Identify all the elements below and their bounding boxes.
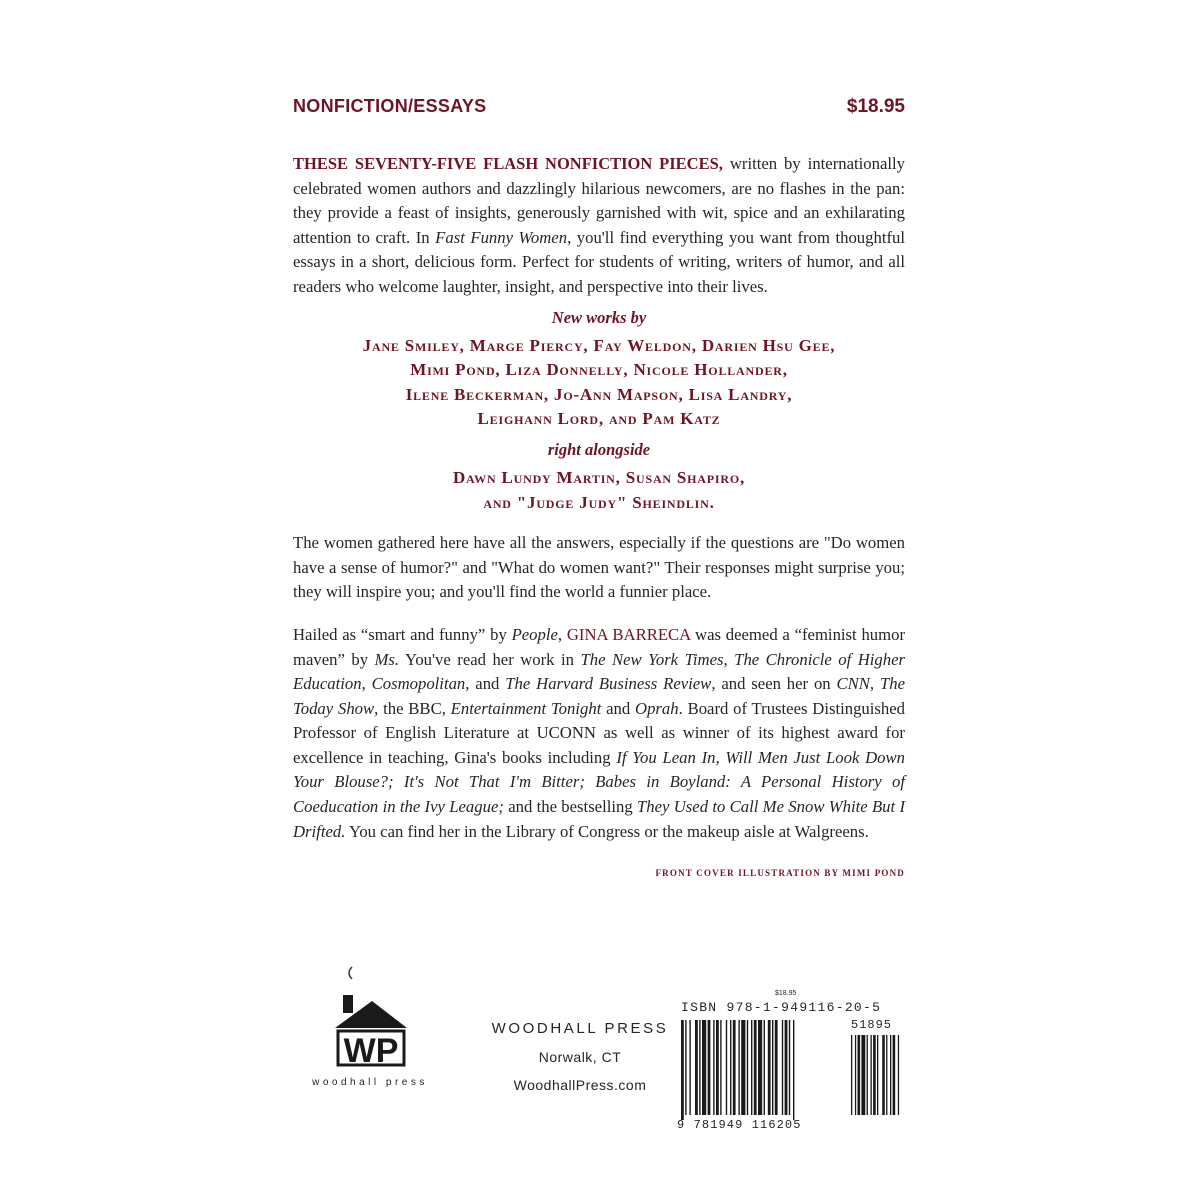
barcode-supplement: 51895 xyxy=(851,1018,893,1032)
bio-text: , and xyxy=(465,674,506,694)
bio-italic: Ms. xyxy=(374,649,400,669)
bio-text: , xyxy=(361,674,372,694)
contributors-line: Dawn Lundy Martin, Susan Shapiro, xyxy=(452,467,746,487)
paragraph-2: The women gathered here have all the answers, especially if the questions are "Do women have a sense of humor?" and "What do women want?" Their responses might surprise you; they will inspire you; and you'll find the world a funnier place. xyxy=(293,533,905,602)
bio-text: and xyxy=(601,698,636,718)
logo-text: woodhall press xyxy=(312,1077,428,1088)
cover-credit: FRONT COVER ILLUSTRATION BY MIMI POND xyxy=(655,868,905,879)
publisher-info xyxy=(480,1020,680,1093)
contributors-line: Jane Smiley, Marge Piercy, Fay Weldon, Darien Hsu Gee, xyxy=(362,335,836,355)
contributors-list-2 xyxy=(293,466,905,515)
bio-italic: Cosmopolitan xyxy=(371,674,466,694)
bio-italic: The Today Show xyxy=(293,674,905,718)
contributors-list xyxy=(293,334,905,432)
bio-text: You can find her in the Library of Congress or the makeup aisle at Walgreens. xyxy=(345,821,869,841)
bio-text: , xyxy=(723,649,735,669)
header xyxy=(293,96,905,118)
category-label: NONFICTION/ESSAYS xyxy=(293,96,487,116)
bio-text: . Board of Trustees Distinguished Professor of English Literature at UCONN as well as winner of its highest award for excellence in teaching, Gina's books including xyxy=(293,698,905,767)
bio-text: , xyxy=(557,624,567,644)
bio-italic: People xyxy=(511,624,558,644)
publisher-name: WOODHALL PRESS xyxy=(491,1020,669,1037)
bio-italic: The Harvard Business Review xyxy=(505,674,712,694)
contributors-line: and "Judge Judy" Sheindlin. xyxy=(483,492,715,512)
logo-letters: WP xyxy=(343,1032,399,1070)
bio-text: , xyxy=(869,674,880,694)
bio-italic: They Used to Call Me Snow White But I Drifted. xyxy=(293,797,906,841)
bio-text: You've read her work in xyxy=(399,649,581,669)
barcode-price: $18.95 xyxy=(775,990,797,997)
house-logo-icon xyxy=(300,965,440,1075)
price-label: $18.95 xyxy=(846,96,905,117)
bio-italic: The New York Times xyxy=(580,649,724,669)
contributors-heading: New works by xyxy=(551,307,647,327)
publisher-logo xyxy=(300,965,440,1088)
isbn-barcode xyxy=(675,990,907,1135)
bio-text: was deemed a “feminist humor maven” by xyxy=(293,624,906,669)
bio-text: , the BBC, xyxy=(374,698,451,718)
bio-italic: The Chronicle of Higher Education xyxy=(293,649,905,694)
bio-italic: Oprah xyxy=(635,698,679,718)
barcode-digits: 9 781949 116205 xyxy=(677,1118,802,1132)
contributors-subheading: right alongside xyxy=(547,439,651,459)
bio-italic: CNN xyxy=(836,674,870,694)
intro-text: , you'll find everything you want from thoughtful essays in a short, delicious form. Perfect for students of writing, writers of humor, and all readers who welcome laughter, insight, and perspective into their lives. xyxy=(293,227,905,296)
bio-text: and the bestselling xyxy=(503,797,637,817)
author-bio xyxy=(293,623,905,844)
book-title: Fast Funny Women xyxy=(435,227,568,247)
publisher-website: WoodhallPress.com xyxy=(513,1077,647,1093)
isbn-text: ISBN 978-1-949116-20-5 xyxy=(681,1000,882,1015)
author-name: GINA BARRECA xyxy=(566,624,691,644)
barcode-bars-icon xyxy=(675,990,907,1135)
intro-paragraph xyxy=(293,152,905,300)
publisher-location: Norwalk, CT xyxy=(538,1049,622,1065)
bio-italic: If You Lean In, Will Men Just Look Down Your Blouse?; It's Not That I'm Bitter; Babes in Boyland: A Personal History of Coeducation in the Ivy League; xyxy=(293,747,906,817)
contributors-line: Mimi Pond, Liza Donnelly, Nicole Hollander, xyxy=(410,360,788,380)
contributors-line: Ilene Beckerman, Jo-Ann Mapson, Lisa Landry, xyxy=(405,384,793,404)
bio-italic: Entertainment Tonight xyxy=(450,698,602,718)
bio-text: , and seen her on xyxy=(711,674,837,694)
intro-text: written by internationally celebrated women authors and dazzlingly hilarious newcomers, are no flashes in the pan: they provide a feast of insights, generously garnished with wit, spice and an exhilarating attention to craft. In xyxy=(293,154,905,247)
bio-text: Hailed as “smart and funny” by xyxy=(293,624,512,644)
contributors-line: Leighann Lord, and Pam Katz xyxy=(477,409,721,429)
back-cover xyxy=(293,96,905,878)
intro-lead: THESE SEVENTY-FIVE FLASH NONFICTION PIECES, xyxy=(293,154,723,173)
